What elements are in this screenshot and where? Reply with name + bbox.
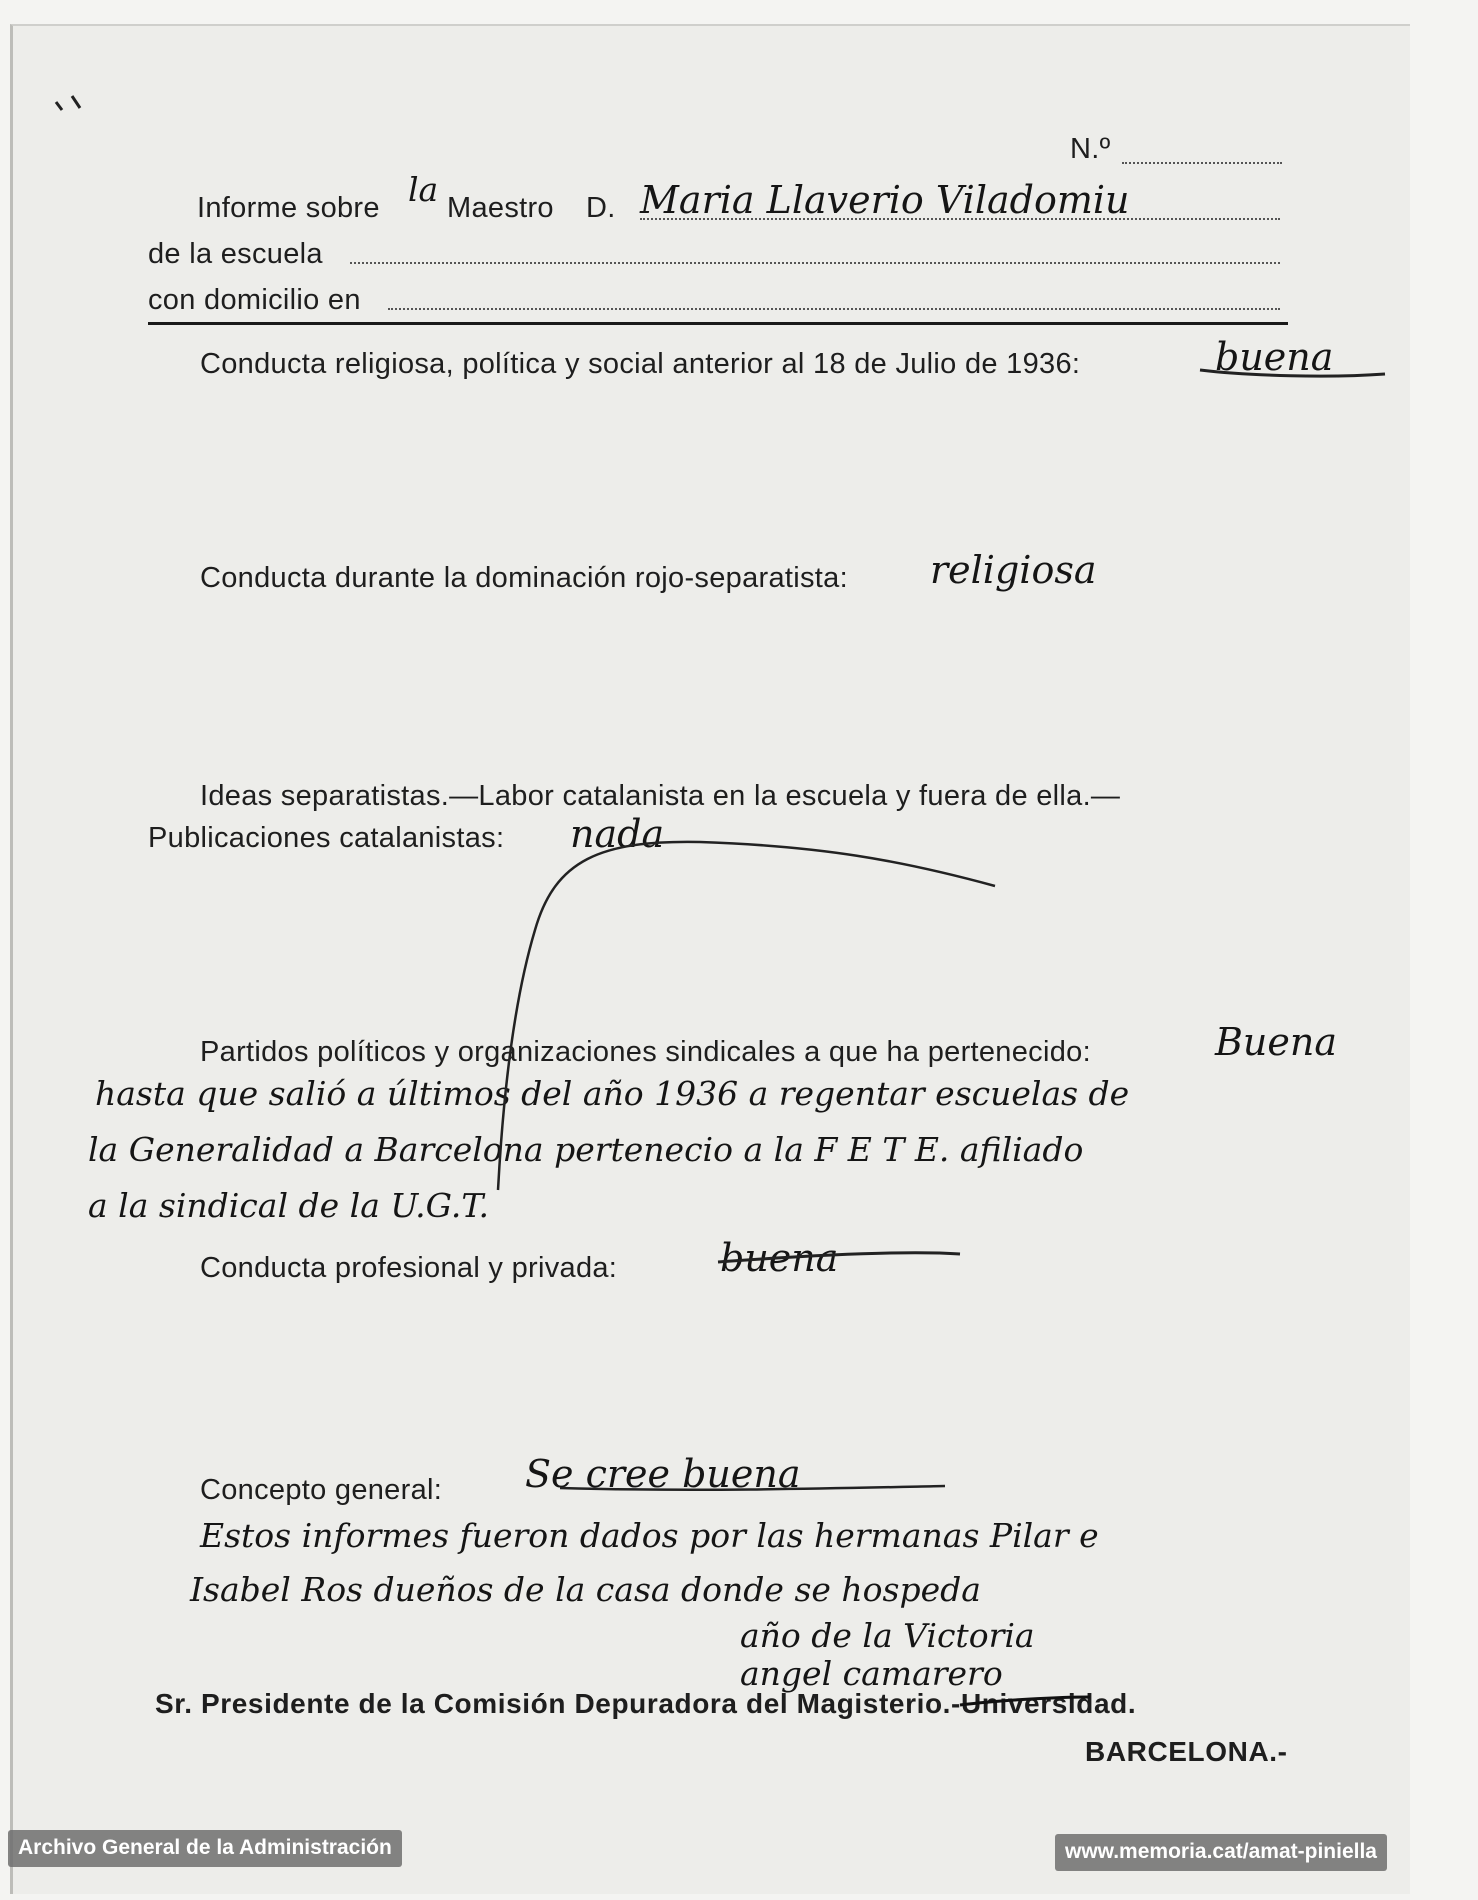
profesional-value: buena	[720, 1236, 839, 1280]
nota-line1: Estos informes fueron dados por las hermanas Pilar e	[200, 1516, 1099, 1555]
addressee: Sr. Presidente de la Comisión Depuradora del Magisterio.-Universidad.	[155, 1688, 1137, 1719]
nota-line2: Isabel Ros dueños de la casa donde se hospeda	[190, 1570, 981, 1609]
ideas-value: nada	[570, 812, 665, 856]
domicilio-field-line	[388, 308, 1280, 310]
conducta-dominacion-value: religiosa	[930, 548, 1097, 592]
concepto-label: Concepto general:	[200, 1474, 443, 1506]
teacher-name: Maria Llaverio Viladomiu	[640, 178, 1130, 222]
maestro-label: Maestro	[447, 192, 554, 224]
informe-article: la	[408, 170, 439, 209]
partidos-value-line1: hasta que salió a últimos del año 1936 a regentar escuelas de	[95, 1074, 1130, 1113]
firma-signature: angel camarero	[740, 1654, 1003, 1693]
website-watermark: www.memoria.cat/amat-piniella	[1055, 1834, 1387, 1871]
concepto-value: Se cree buena	[525, 1452, 801, 1496]
informe-label: Informe sobre	[197, 192, 380, 224]
profesional-label: Conducta profesional y privada:	[200, 1252, 618, 1284]
header-divider	[148, 322, 1288, 325]
partidos-value-line3: a la sindical de la U.G.T.	[88, 1186, 489, 1225]
partidos-value-line0: Buena	[1215, 1020, 1338, 1064]
ideas-label-line1: Ideas separatistas.—Labor catalanista en la escuela y fuera de ella.—	[200, 780, 1121, 812]
number-label: N.º	[1070, 133, 1111, 165]
firma-line1: año de la Victoria	[740, 1616, 1035, 1655]
d-label: D.	[586, 192, 616, 224]
domicilio-label: con domicilio en	[148, 284, 361, 316]
conducta-anterior-label: Conducta religiosa, política y social anterior al 18 de Julio de 1936:	[200, 348, 1081, 380]
escuela-field-line	[350, 262, 1280, 264]
ideas-label-line2: Publicaciones catalanistas:	[148, 822, 505, 854]
conducta-anterior-value: buena	[1215, 335, 1334, 379]
city: BARCELONA.-	[1085, 1736, 1288, 1767]
conducta-dominacion-label: Conducta durante la dominación rojo-separatista:	[200, 562, 848, 594]
name-field-line	[640, 218, 1280, 220]
escuela-label: de la escuela	[148, 238, 323, 270]
partidos-value-line2: la Generalidad a Barcelona pertenecio a la F E T E. afiliado	[88, 1130, 1084, 1169]
archive-watermark: Archivo General de la Administración	[8, 1830, 402, 1867]
number-field-line	[1122, 162, 1282, 164]
partidos-label: Partidos políticos y organizaciones sindicales a que ha pertenecido:	[200, 1036, 1091, 1068]
